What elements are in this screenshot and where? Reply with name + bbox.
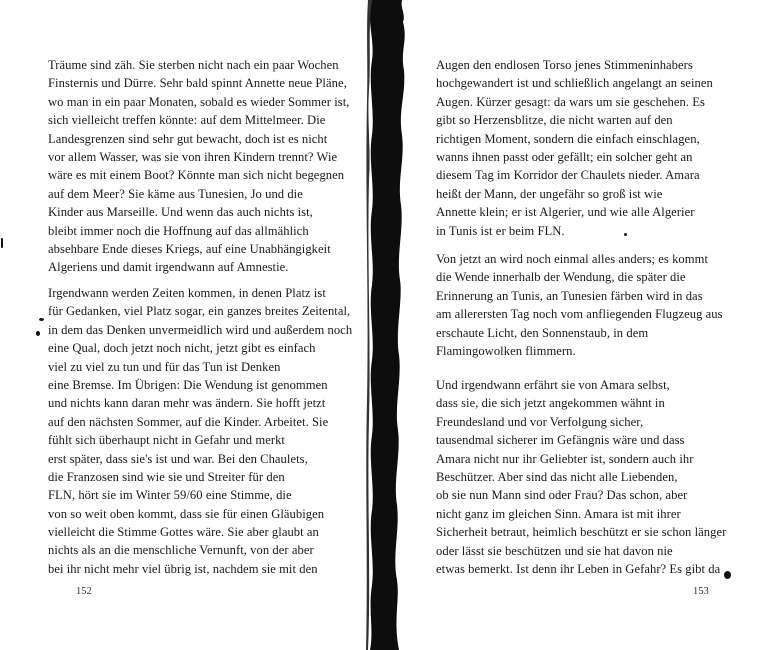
text-line: heißt der Mann, der ungefähr so groß ist wie [436, 186, 663, 201]
scan-speck [39, 318, 44, 321]
text-line: vielleicht die Stimme Gottes wäre. Sie aber glaubt an [48, 525, 319, 540]
text-line: Augen. Kürzer gesagt: da wars um sie geschehen. Es [436, 94, 705, 109]
text-line: hochgewandert ist und schließlich angelangt an seinen [436, 76, 713, 91]
text-line: Algeriens und damit irgendwann auf Amnestie. [48, 260, 289, 275]
text-line: viel zu viel zu tun und für das Tun ist Denken [48, 359, 281, 374]
text-line: von so weit oben kommt, dass sie für einen Gläubigen [48, 506, 325, 521]
text-line: Von jetzt an wird noch einmal alles anders; es kommt [436, 252, 709, 266]
page-number-right: 153 [693, 586, 709, 597]
text-line: Landesgrenzen sind sehr gut bewacht, doch ist es nicht [48, 131, 328, 146]
text-line: Erinnerung an Tunis, an Tunesien färben wird in das [436, 288, 703, 303]
text-line: eine Bremse. Im Übrigen: Die Wendung ist genommen [48, 377, 328, 392]
text-line: Irgendwann werden Zeiten kommen, in denen Platz ist [48, 286, 326, 300]
text-line: etwas bemerkt. Ist denn ihr Leben in Gefahr? Es gibt da [436, 561, 721, 576]
text-line: diesem Tag im Korridor der Chaulets nieder. Amara [436, 168, 700, 183]
right-paragraph-3 [436, 376, 726, 578]
text-line: wanns ihnen passt oder gefällt; ein solcher geht an [436, 149, 693, 164]
text-line: auf den nächsten Sommer, auf die Kinder. Arbeitet. Sie [48, 414, 329, 429]
text-line: die Franzosen sind wie sie und Streiter für den [48, 469, 285, 484]
text-line: am allerersten Tag noch vom anfliegenden Flugzeug aus [436, 307, 723, 322]
left-paragraph-1 [48, 56, 349, 277]
text-line: richtigen Moment, sondern die einfach einschlagen, [436, 131, 700, 146]
text-line: ob sie nun Mann sind oder Frau? Das schon, aber [436, 488, 688, 503]
text-line: nichts als an die menschliche Vernunft, von der aber [48, 543, 314, 558]
text-line: in Tunis ist er beim FLN. [436, 223, 565, 238]
text-line: erst später, dass sie's ist und war. Bei den Chaulets, [48, 451, 308, 466]
right-paragraph-2 [436, 250, 723, 360]
text-line: in dem das Denken unvermeidlich wird und außerdem noch [48, 322, 353, 337]
text-line: Freundesland und vor Verfolgung sicher, [436, 414, 644, 429]
scan-speck [624, 233, 627, 236]
left-page [0, 0, 370, 650]
text-line: tausendmal sicherer im Gefängnis wäre und dass [436, 433, 685, 448]
text-line: oder lässt sie beschützen und sie hat davon nie [436, 543, 673, 558]
text-line: Augen den endlosen Torso jenes Stimmeninhabers [436, 58, 693, 72]
scan-speck [36, 331, 40, 336]
text-line: sich vielleicht treffen könnte: auf dem Mittelmeer. Die [48, 113, 326, 128]
scan-speck [1, 238, 3, 248]
text-line: gibt so Herzensblitze, die nicht warten auf den [436, 113, 673, 128]
text-line: dass sie, die sich jetzt angekommen wähnt in [436, 396, 665, 411]
right-paragraph-1 [436, 56, 713, 240]
text-line: auf dem Meer? Sie käme aus Tunesien, Jo und die [48, 186, 303, 201]
text-line: bei ihr nicht mehr viel übrig ist, nachdem sie mit den [48, 561, 318, 576]
text-line: Kinder aus Marseille. Und wenn das auch nichts ist, [48, 205, 313, 220]
right-page [405, 0, 769, 650]
text-line: Und irgendwann erfährt sie von Amara selbst, [436, 378, 670, 392]
text-line: Träume sind zäh. Sie sterben nicht nach ein paar Wochen [48, 58, 339, 72]
text-line: absehbare Ende dieses Kriegs, auf eine Unabhängigkeit [48, 241, 331, 256]
page-number-left: 152 [76, 586, 92, 597]
text-line: eine Qual, doch jetzt noch nicht, jetzt gibt es einfach [48, 341, 316, 356]
text-line: wo man in ein paar Monaten, sobald es wieder Sommer ist, [48, 94, 350, 109]
text-line: vor allem Wasser, was sie von ihren Kindern trennt? Wie [48, 149, 338, 164]
text-line: und nichts kann daran mehr was ändern. Sie hofft jetzt [48, 396, 326, 411]
text-line: Flamingowolken flimmern. [436, 343, 576, 358]
text-line: fühlt sich überhaupt nicht in Gefahr und merkt [48, 433, 285, 448]
text-line: Annette klein; er ist Algerier, und wie alle Algerier [436, 205, 695, 220]
text-line: nicht ganz im gleichen Sinn. Amara ist mit ihrer [436, 506, 681, 521]
book-gutter-shadow [362, 0, 410, 650]
text-line: Sicherheit betraut, heimlich beschützt er sie schon länger [436, 525, 727, 540]
left-paragraph-2 [48, 284, 352, 578]
text-line: für Gedanken, viel Platz sogar, ein ganzes breites Zeitental, [48, 304, 351, 319]
scan-speck [724, 571, 731, 579]
text-line: die Wende innerhalb der Wendung, die später die [436, 270, 686, 285]
text-line: Finsternis und Dürre. Sehr bald spinnt Annette neue Pläne, [48, 76, 347, 91]
text-line: erschaute Licht, den Sonnenstaub, in dem [436, 325, 649, 340]
text-line: Amara nicht nur ihr Geliebter ist, sondern auch ihr [436, 451, 694, 466]
text-line: bleibt immer noch die Hoffnung auf das allmählich [48, 223, 309, 238]
text-line: Beschützer. Aber sind das nicht alle Liebenden, [436, 469, 678, 484]
text-line: FLN, hört sie im Winter 59/60 eine Stimme, die [48, 488, 292, 503]
text-line: wäre es mit einem Boot? Könnte man sich nicht begegnen [48, 168, 345, 183]
